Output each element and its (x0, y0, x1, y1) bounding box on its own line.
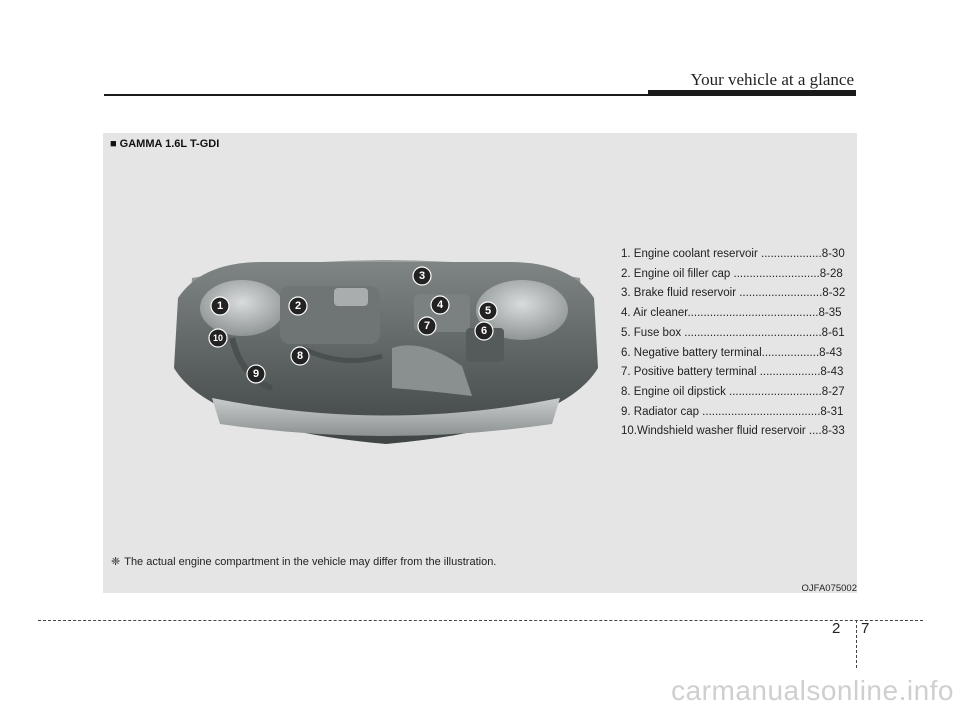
image-code: OJFA075002 (801, 583, 857, 594)
section-marker: ■ (110, 138, 117, 150)
legend-item: 5. Fuse box ...........................................8-61 (621, 326, 845, 339)
callout-label: 10 (212, 333, 224, 343)
component-legend (621, 245, 861, 442)
section-title-text: GAMMA 1.6L T-GDI (119, 138, 220, 150)
footer-vertical-rule (856, 620, 857, 668)
callout-label: 9 (252, 368, 260, 380)
legend-item: 4. Air cleaner.........................................8-35 (621, 307, 842, 320)
page-chapter: 2 (832, 620, 841, 637)
legend-item: 8. Engine oil dipstick .............................8-27 (621, 385, 845, 398)
callout-label: 5 (484, 305, 492, 317)
watermark: carmanualsonline.info (671, 675, 954, 706)
note-mark: ❈ (111, 556, 121, 568)
section-title (110, 138, 219, 150)
engine-compartment-illustration (172, 248, 600, 448)
callout-label: 2 (294, 300, 302, 312)
legend-item: 7. Positive battery terminal ...................8-43 (621, 366, 844, 379)
callout-label: 3 (418, 270, 426, 282)
illustration-note (111, 555, 496, 568)
legend-item: 9. Radiator cap .....................................8-31 (621, 405, 844, 418)
legend-item: 2. Engine oil filler cap ...........................8-28 (621, 267, 843, 280)
header-rule-accent (648, 90, 856, 95)
legend-item: 1. Engine coolant reservoir ...................8-30 (621, 248, 845, 260)
legend-item: 10.Windshield washer fluid reservoir ....8-33 (621, 425, 845, 438)
callout-label: 1 (216, 300, 224, 312)
callout-label: 4 (436, 299, 444, 311)
callout-label: 7 (423, 320, 431, 332)
callout-label: 8 (296, 350, 304, 362)
legend-item: 3. Brake fluid reservoir ..........................8-32 (621, 287, 846, 300)
legend-item: 6. Negative battery terminal..................8-43 (621, 346, 843, 359)
note-text: The actual engine compartment in the vehicle may differ from the illustration. (124, 556, 497, 568)
page-number: 7 (861, 620, 870, 637)
callout-label: 6 (480, 325, 488, 337)
footer-dashed-rule (38, 620, 923, 621)
header-title: Your vehicle at a glance (690, 70, 854, 89)
